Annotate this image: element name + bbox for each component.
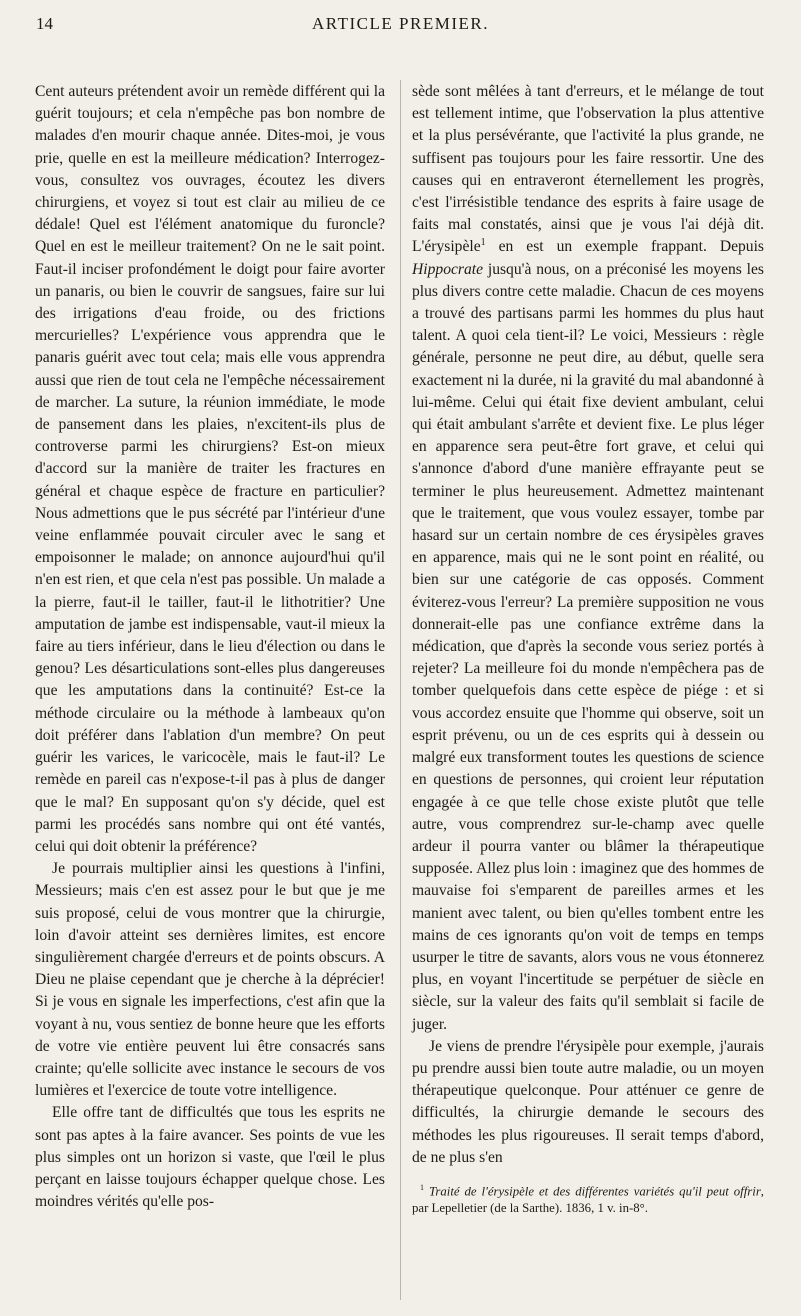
page-header: [0, 14, 801, 38]
footnote-publication: , par Lepelletier (de la Sarthe). 1836, 1 v. in-8°.: [412, 1184, 764, 1216]
left-paragraph-3: Elle offre tant de difficultés que tous les esprits ne sont pas aptes à la faire avancer. Ses points de vue les plus simples ont un horizon si vaste, que l'œil le plus perçant en laisse toujours échapper quelque chose. Les moindres vérités qu'elle pos-: [35, 1104, 385, 1211]
right-paragraph-1: [412, 81, 764, 1036]
right-paragraph-1-part-a: sède sont mêlées à tant d'erreurs, et le mélange de tout est tellement intime, que l'observation la plus attentive et la plus persévérante, que l'activité la plus grande, ne suffisent pas toujours pour les faire ressortir. Une des causes qui en entraveront éternellement les progrès, c'est l'irrésistible tendance des esprits à faire usage de faits mal constatés, ainsi que je vous l'ai déjà dit. L'érysipèle: [412, 83, 764, 256]
right-paragraph-1-part-c: jusqu'à nous, on a préconisé les moyens les plus divers contre cette maladie. Chacun de ces moyens a trouvé des partisans parmi les hommes du plus haut talent. A quoi cela tient-il? Le voici, Messieurs : règle générale, personne ne peut dire, au début, quelle sera exactement ni la durée, ni la gravité du mal abandonné à lui-même. Celui qui était fixe devient ambulant, celui qui était ambulant s'arrête et devient fixe. Le plus léger en apparence sera peut-être fort grave, et celui qui s'annonce d'abord d'une manière effrayante peut se terminer le plus heureusement. Admettez maintenant que le traitement, que vous voulez essayer, tombe par hasard sur un certain nombre de ces érysipèles graves en apparence, mais qui ne le sont point en réalité, ou bien sur une catégorie de cas opposés. Comment éviterez-vous l'erreur? La première supposition ne vous donnerait-elle pas une confiance extrême dans la médication, que d'après la seconde vous seriez portés à rejeter? La meilleure foi du monde n'empêchera pas de tomber quelquefois dans cette espèce de piége : et si vous accordez ensuite que l'homme qui observe, soit un esprit prévenu, ou un de ces esprits qui à dessein ou malgré eux transforment toutes les questions de science en questions de personnes, qui croient leur réputation engagée à ce que telle chose existe plutôt que telle autre, vous comprendrez sur-le-champ avec quelle ardeur il pourra vanter ou blâmer la thérapeutique supposée. Allez plus loin : imaginez que des hommes de mauvaise foi s'emparent de pareilles armes et les manient avec talent, ou bien qu'elles tombent entre les mains de ces ignorants qu'on voit de temps en temps usurper le titre de savants, alors vous ne vous étonnerez plus, en voyant l'incertitude se perpétuer de siècle en siècle, sur la valeur des faits qu'il semblait si facile de juger.: [412, 260, 765, 1033]
footnote: [412, 1179, 764, 1217]
footnote-title: Traité de l'érysipèle et des différentes variétés qu'il peut offrir: [428, 1184, 761, 1199]
right-column: [412, 81, 764, 1217]
running-title: ARTICLE PREMIER.: [312, 14, 489, 33]
page-number: 14: [36, 14, 53, 33]
hippocrate-italic: Hippocrate: [412, 260, 484, 278]
footnote-reference[interactable]: 1: [480, 237, 486, 249]
right-paragraph-1-part-b: en est un exemple frappant. Depuis: [485, 238, 764, 256]
left-paragraph-1: Cent auteurs prétendent avoir un remède différent qui la guérit toujours; et cela n'empêche pas bon nombre de malades d'en mourir chaque année. Dites-moi, je vous prie, quelle en est la meilleure médication? Interrogez-vous, consultez vos ouvrages, écoutez les divers chirurgiens, et voyez si tout est clair au milieu de ce dédale! Quel est l'élément anatomique du furoncle? Quel en est le meilleur traitement? On ne le sait point. Faut-il inciser profondément le doigt pour faire avorter un panaris, ou bien le couvrir de sangsues, faire sur lui des irrigations d'eau froide, ou des frictions mercurielles? L'expérience vous apprendra que le panaris guérit avec tout cela; mais elle vous apprendra aussi que rien de tout cela ne l'empêche nécessairement de marcher. La suture, la réunion immédiate, le mode de pansement dans les plaies, n'excitent-ils plus de controverse parmi les chirurgiens? Est-on mieux d'accord sur la manière de traiter les fractures en général et chaque espèce de fracture en particulier? Nous admettions que le pus sécrété par l'intérieur d'une veine enflammée pouvait circuler avec le sang et empoisonner le malade; on annonce aujourd'hui qu'il n'en est rien, et que cela n'est pas possible. Un malade a la pierre, faut-il le tailler, faut-il le lithotritier? Une amputation de jambe est indispensable, vaut-il mieux la faire au tiers inférieur, dans le lieu d'élection ou dans le genou? Les désarticulations sont-elles plus dangereuses que les amputations dans la continuité? Est-ce la méthode circulaire ou la méthode à lambeaux qu'on doit préférer dans l'ablation d'un membre? On peut guérir les varices, le varicocèle, mais le faut-il? Le remède en pareil cas n'expose-t-il pas à plus de danger que le mal? En supposant qu'on s'y décide, quel est parmi les procédés sans nombre qui ont été vantés, celui qui doit obtenir la préférence?: [35, 83, 385, 855]
footnote-marker: 1: [420, 1182, 424, 1192]
column-divider: [400, 80, 401, 1300]
left-paragraph-2: Je pourrais multiplier ainsi les questions à l'infini, Messieurs; mais c'en est assez pour le but que je me suis proposé, celui de vous montrer que la chirurgie, loin d'avoir atteint ses dernières limites, est encore singulièrement chargée d'erreurs et de points obscurs. A Dieu ne plaise cependant que je cherche à la déprécier! Si je vous en signale les imperfections, c'est afin que la voyant à nu, vous sentiez de bonne heure que les efforts de votre vie entière peuvent lui être consacrés sans crainte; qu'elle sollicite avec instance le secours de vos lumières et l'exercice de toute votre intelligence.: [35, 860, 385, 1100]
right-paragraph-2: Je viens de prendre l'érysipèle pour exemple, j'aurais pu prendre aussi bien toute autre maladie, ou un moyen thérapeutique quelconque. Pour atténuer ce genre de difficultés, la chirurgie demande le secours des méthodes les plus rigoureuses. Il serait temps d'abord, de ne plus s'en: [412, 1037, 764, 1166]
left-column: [35, 81, 385, 1213]
